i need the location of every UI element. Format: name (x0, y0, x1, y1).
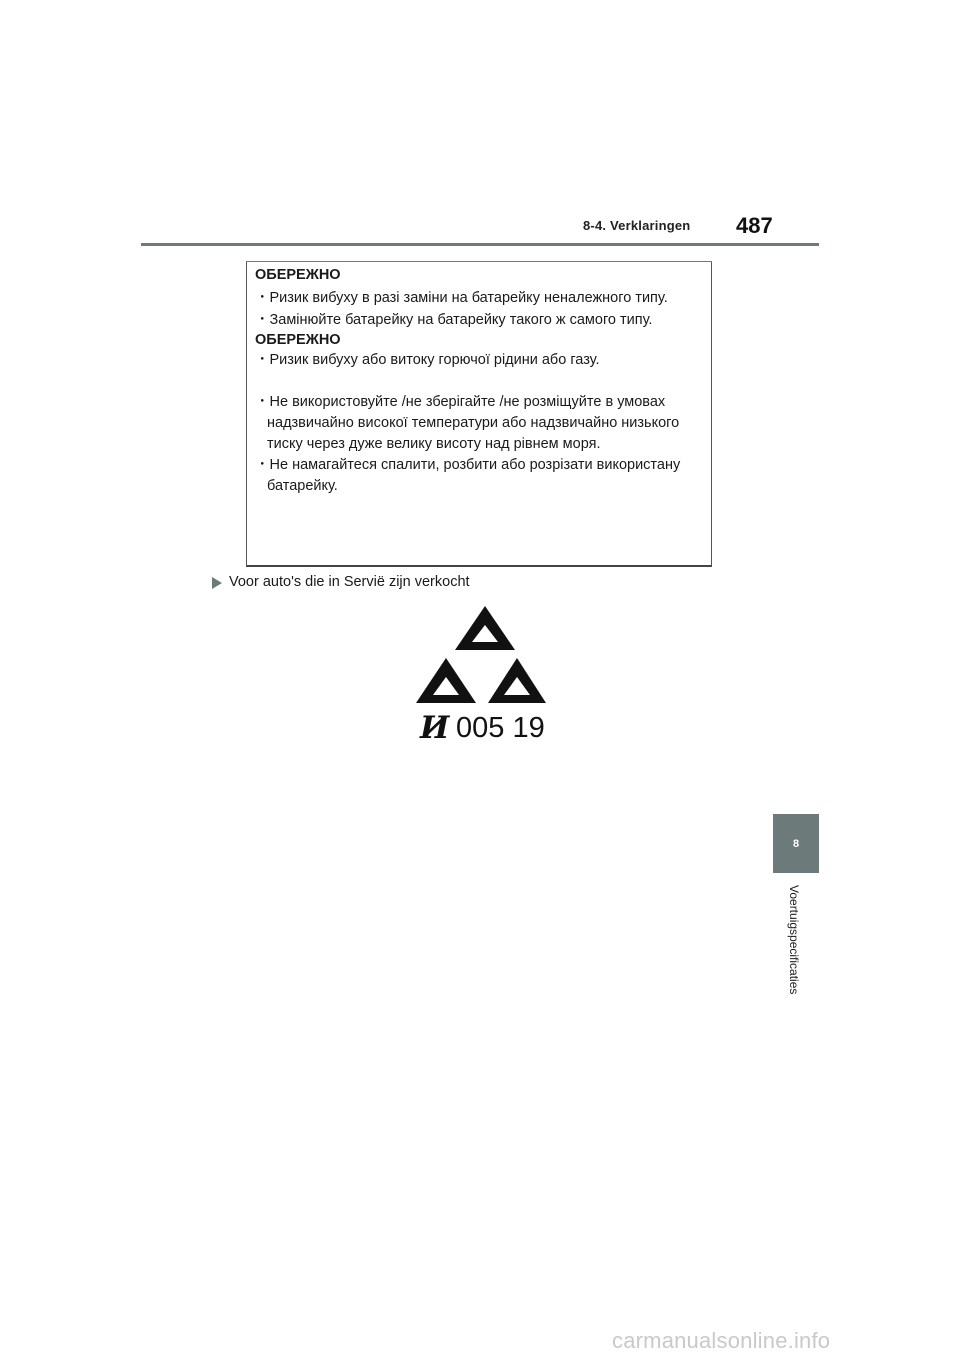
triangle-top-icon (455, 606, 515, 650)
chapter-label: Voertuigspecificaties (787, 885, 801, 995)
footer-watermark: carmanualsonline.info (612, 1328, 831, 1353)
warning-item: ・Замінюйте батарейку на батарейку такого ж самого типу. (255, 312, 653, 328)
serbian-approval-mark (410, 600, 560, 745)
triangle-bullet-icon (212, 577, 222, 589)
triangle-left-icon (416, 658, 476, 703)
warning-heading: ОБЕРЕЖНО (255, 332, 341, 348)
warning-heading: ОБЕРЕЖНО (255, 267, 341, 283)
warning-item: ・Ризик вибуху або витоку горючої рідини або газу. (255, 352, 600, 368)
header-divider (141, 243, 819, 246)
warning-box (246, 261, 712, 567)
section-title: 8-4. Verklaringen (583, 218, 691, 233)
chapter-number: 8 (792, 837, 800, 850)
warning-box-top-edge (247, 261, 711, 262)
chapter-tab (773, 814, 819, 873)
warning-item: ・Ризик вибуху в разі заміни на батарейку неналежного типу. (255, 290, 668, 306)
warning-item: ・Не намагайтеся спалити, розбити або розрізати використану (255, 457, 681, 473)
warning-item-continuation: батарейку. (267, 478, 338, 494)
page-number: 487 (736, 213, 773, 238)
mark-letter: И (420, 710, 450, 745)
warning-item-continuation: тиску через дуже велику висоту над рівнем моря. (267, 436, 601, 452)
triangle-right-icon (488, 658, 546, 703)
mark-code: 005 19 (456, 712, 545, 744)
warning-item-continuation: надзвичайно високої температури або надзвичайно низького (267, 415, 680, 431)
warning-item: ・Не використовуйте /не зберігайте /не розміщуйте в умовах (255, 394, 666, 410)
subsection-heading: Voor auto's die in Servië zijn verkocht (229, 574, 470, 590)
